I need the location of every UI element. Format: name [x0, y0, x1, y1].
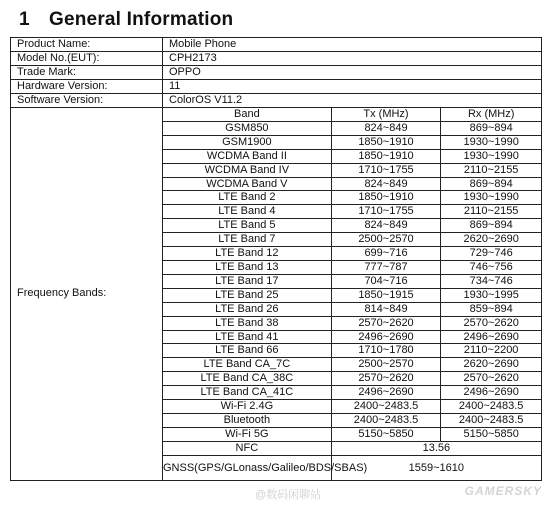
band-name: LTE Band 13: [163, 260, 331, 274]
rx-range: 1930~1990: [441, 191, 541, 205]
band-row: [163, 163, 541, 177]
nfc-frequency: 13.56: [331, 441, 541, 455]
info-label: Trade Mark:: [11, 66, 163, 80]
rx-range: 869~894: [441, 177, 541, 191]
rx-range: 1930~1990: [441, 149, 541, 163]
band-row: [163, 427, 541, 441]
band-name: LTE Band 38: [163, 316, 331, 330]
rx-column-header: Rx (MHz): [441, 108, 541, 121]
info-label: Product Name:: [11, 38, 163, 52]
tx-range: 704~716: [331, 274, 441, 288]
rx-range: 859~894: [441, 302, 541, 316]
rx-range: 2496~2690: [441, 386, 541, 400]
section-number: 1: [19, 9, 30, 30]
info-value: 11: [163, 80, 542, 94]
tx-range: 2496~2690: [331, 386, 441, 400]
tx-range: 2400~2483.5: [331, 400, 441, 414]
info-value: ColorOS V11.2: [163, 94, 542, 108]
band-row: [163, 330, 541, 344]
band-row: [163, 233, 541, 247]
band-row: [163, 400, 541, 414]
rx-range: 869~894: [441, 219, 541, 233]
band-name: Wi-Fi 2.4G: [163, 400, 331, 414]
band-name: WCDMA Band II: [163, 149, 331, 163]
tx-range: 814~849: [331, 302, 441, 316]
tx-range: 699~716: [331, 247, 441, 261]
band-name: LTE Band 2: [163, 191, 331, 205]
info-row: [11, 80, 542, 94]
tx-range: 2570~2620: [331, 372, 441, 386]
tx-range: 1850~1910: [331, 135, 441, 149]
band-name: LTE Band 12: [163, 247, 331, 261]
nfc-row: [163, 441, 541, 455]
band-name: NFC: [163, 441, 331, 455]
tx-range: 2496~2690: [331, 330, 441, 344]
band-row: [163, 316, 541, 330]
band-row: [163, 386, 541, 400]
tx-range: 824~849: [331, 219, 441, 233]
tx-range: 2500~2570: [331, 233, 441, 247]
info-row: [11, 66, 542, 80]
bands-table: [163, 108, 541, 480]
band-name: LTE Band CA_38C: [163, 372, 331, 386]
tx-range: 1850~1910: [331, 149, 441, 163]
band-name: LTE Band 4: [163, 205, 331, 219]
band-row: [163, 344, 541, 358]
bands-header-row: [163, 108, 541, 121]
rx-range: 5150~5850: [441, 427, 541, 441]
general-info-table: [10, 37, 542, 481]
band-name: LTE Band 17: [163, 274, 331, 288]
band-row: [163, 149, 541, 163]
info-label: Hardware Version:: [11, 80, 163, 94]
info-value: Mobile Phone: [163, 38, 542, 52]
band-row: [163, 358, 541, 372]
rx-range: 2110~2155: [441, 205, 541, 219]
band-row: [163, 135, 541, 149]
band-row: [163, 121, 541, 135]
info-row: [11, 94, 542, 108]
rx-range: 2496~2690: [441, 330, 541, 344]
band-name: LTE Band 7: [163, 233, 331, 247]
info-row: [11, 52, 542, 66]
band-row: [163, 413, 541, 427]
info-row: [11, 38, 542, 52]
info-value: CPH2173: [163, 52, 542, 66]
band-row: [163, 177, 541, 191]
tx-range: 2400~2483.5: [331, 413, 441, 427]
tx-range: 2500~2570: [331, 358, 441, 372]
info-value: OPPO: [163, 66, 542, 80]
tx-range: 2570~2620: [331, 316, 441, 330]
band-name: LTE Band 25: [163, 288, 331, 302]
tx-range: 824~849: [331, 121, 441, 135]
info-label: Model No.(EUT):: [11, 52, 163, 66]
rx-range: 2400~2483.5: [441, 413, 541, 427]
band-name: GSM1900: [163, 135, 331, 149]
band-row: [163, 372, 541, 386]
rx-range: 2110~2200: [441, 344, 541, 358]
tx-range: 1850~1910: [331, 191, 441, 205]
tx-range: 1710~1755: [331, 163, 441, 177]
band-name: WCDMA Band V: [163, 177, 331, 191]
band-row: [163, 288, 541, 302]
band-name: LTE Band 26: [163, 302, 331, 316]
rx-range: 729~746: [441, 247, 541, 261]
tx-range: 1850~1915: [331, 288, 441, 302]
rx-range: 1930~1995: [441, 288, 541, 302]
rx-range: 2110~2155: [441, 163, 541, 177]
band-name: GSM850: [163, 121, 331, 135]
band-name: LTE Band CA_41C: [163, 386, 331, 400]
section-heading: [19, 9, 233, 31]
band-name: LTE Band 5: [163, 219, 331, 233]
frequency-bands-label: Frequency Bands:: [11, 108, 163, 481]
gnss-frequency: 1559~1610: [331, 455, 541, 480]
band-name: LTE Band CA_7C: [163, 358, 331, 372]
tx-range: 1710~1755: [331, 205, 441, 219]
band-row: [163, 191, 541, 205]
gnss-row: [163, 455, 541, 480]
band-row: [163, 219, 541, 233]
frequency-bands-cell: [163, 108, 542, 481]
band-row: [163, 247, 541, 261]
band-name: WCDMA Band IV: [163, 163, 331, 177]
band-name: Wi-Fi 5G: [163, 427, 331, 441]
rx-range: 2570~2620: [441, 372, 541, 386]
band-row: [163, 260, 541, 274]
band-name: Bluetooth: [163, 413, 331, 427]
band-row: [163, 205, 541, 219]
band-column-header: Band: [163, 108, 331, 121]
band-name: GNSS(GPS/GLonass/Galileo/BDS/SBAS): [163, 455, 331, 480]
band-row: [163, 274, 541, 288]
weibo-watermark: @数码闲聊站: [255, 489, 322, 501]
tx-range: 5150~5850: [331, 427, 441, 441]
band-name: LTE Band 66: [163, 344, 331, 358]
tx-range: 777~787: [331, 260, 441, 274]
tx-column-header: Tx (MHz): [331, 108, 441, 121]
band-name: LTE Band 41: [163, 330, 331, 344]
rx-range: 734~746: [441, 274, 541, 288]
rx-range: 2620~2690: [441, 233, 541, 247]
band-row: [163, 302, 541, 316]
rx-range: 869~894: [441, 121, 541, 135]
tx-range: 1710~1780: [331, 344, 441, 358]
frequency-bands-row: [11, 108, 542, 481]
gamersky-watermark: GAMERSKY: [464, 484, 542, 498]
rx-range: 2620~2690: [441, 358, 541, 372]
tx-range: 824~849: [331, 177, 441, 191]
rx-range: 1930~1990: [441, 135, 541, 149]
rx-range: 2400~2483.5: [441, 400, 541, 414]
rx-range: 746~756: [441, 260, 541, 274]
rx-range: 2570~2620: [441, 316, 541, 330]
info-label: Software Version:: [11, 94, 163, 108]
section-title: General Information: [49, 9, 234, 30]
